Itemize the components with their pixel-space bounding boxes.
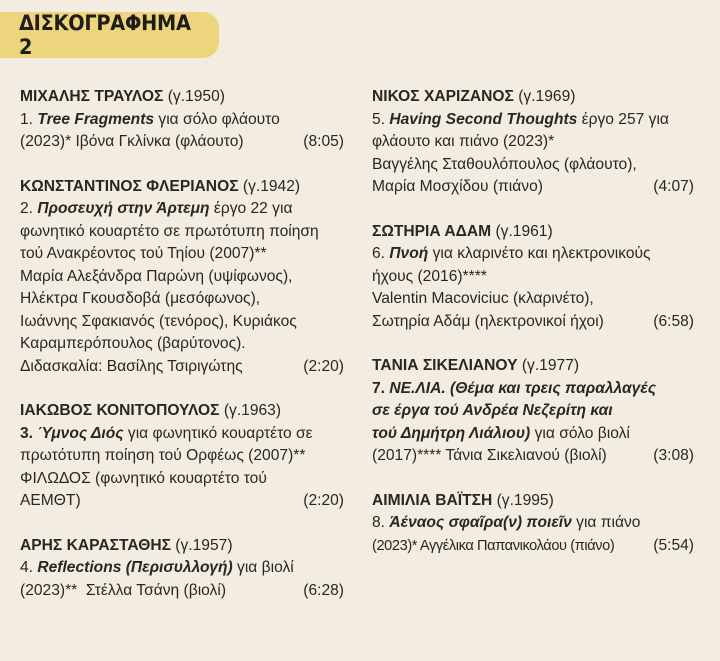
track-duration: (2:20)	[303, 492, 344, 509]
composer-name: ΣΩΤΗΡΙΑ ΑΔΑΜ	[372, 222, 492, 240]
track-title: Tree Fragments	[37, 110, 155, 128]
track-entry	[20, 535, 344, 603]
track-entry	[372, 221, 694, 334]
track-detail: Βαγγέλης Σταθουλόπουλος (φλάουτο),	[372, 155, 637, 173]
track-duration: (6:58)	[653, 312, 694, 330]
track-detail: έργο 22 για	[209, 200, 293, 217]
birth-year: (γ.1957)	[170, 536, 233, 554]
track-detail: ΦΙΛΩΔΟΣ (φωνητικό κουαρτέτο τού	[20, 469, 267, 487]
composer-name: ΝΙΚΟΣ ΧΑΡΙΖΑΝΟΣ	[372, 88, 514, 105]
composer-name: ΤΑΝΙΑ ΣΙΚΕΛΙΑΝΟΥ	[372, 357, 518, 374]
birth-year: (γ.1995)	[492, 491, 554, 509]
track-detail: Διδασκαλία: Βασίλης Τσιριγώτης	[20, 357, 243, 375]
track-detail: φωνητικό κουαρτέτο σε πρωτότυπη ποίηση	[20, 222, 319, 240]
birth-year: (γ.1950)	[163, 88, 225, 105]
track-detail: Καραμπερόπουλος (βαρύτονος).	[20, 335, 246, 352]
track-detail: για κλαρινέτο και ηλεκτρονικούς	[428, 245, 651, 262]
track-number: 2.	[20, 200, 38, 217]
birth-year: (γ.1969)	[513, 88, 576, 105]
track-detail: πρωτότυπη ποίηση τού Ορφέως (2007)**	[20, 447, 306, 464]
birth-year: (γ.1961)	[491, 222, 553, 240]
track-detail: Ηλέκτρα Γκουσδοβά (μεσόφωνος),	[20, 290, 261, 307]
section-title: ΔΙΣΚΟΓΡΑΦΗΜΑ 2	[19, 11, 191, 59]
track-number: 7.	[372, 379, 390, 397]
section-title-badge	[0, 12, 219, 58]
left-column	[20, 86, 344, 624]
track-duration: (5:54)	[653, 536, 694, 554]
track-number: 4.	[20, 559, 38, 576]
track-duration: (3:08)	[653, 447, 694, 464]
track-detail: ΑΕΜΘΤ)	[20, 492, 81, 509]
track-detail: (2023)** Στέλλα Τσάνη (βιολί)	[20, 581, 227, 599]
track-detail: έργο 257 για	[577, 110, 669, 128]
birth-year: (γ.1963)	[219, 402, 282, 419]
track-detail: για σόλο βιολί	[530, 424, 630, 442]
track-detail: (2023)* Ιβόνα Γκλίνκα (φλάουτο)	[20, 133, 244, 150]
track-title: Ύμνος Διός	[37, 424, 124, 442]
track-title: Άέναος σφαῖρα(ν) ποιεῖν	[389, 514, 572, 531]
track-detail: για πιάνο	[571, 514, 641, 531]
track-detail: ήχους (2016)****	[372, 267, 487, 285]
track-detail: Μαρία Αλεξάνδρα Παρώνη (υψίφωνος),	[20, 267, 293, 285]
track-detail: φλάουτο και πιάνο (2023)*	[372, 133, 555, 150]
track-number: 1.	[20, 110, 38, 128]
track-detail: για φωνητικό κουαρτέτο σε	[123, 424, 313, 442]
track-duration: (4:07)	[653, 178, 694, 195]
track-detail: για βιολί	[232, 559, 294, 576]
track-number: 5.	[372, 110, 390, 128]
track-detail: τού Ανακρέοντος τού Τηίου (2007)**	[20, 245, 267, 262]
track-number: 6.	[372, 245, 390, 262]
track-duration: (8:05)	[303, 133, 344, 150]
composer-name: ΙΑΚΩΒΟΣ ΚΟΝΙΤΟΠΟΥΛΟΣ	[20, 402, 220, 419]
birth-year: (γ.1977)	[517, 357, 580, 374]
birth-year: (γ.1942)	[238, 177, 301, 195]
track-detail: Ιωάννης Σφακιανός (τενόρος), Κυριάκος	[20, 312, 297, 330]
track-duration: (6:28)	[303, 581, 344, 599]
track-entry	[20, 176, 344, 379]
track-entry	[20, 86, 344, 154]
track-title: ΝΕ.ΛΙΑ. (Θέμα και τρεις παραλλαγές	[389, 379, 657, 397]
track-title: τού Δημήτρη Λιάλιου)	[372, 424, 531, 442]
track-entry	[372, 490, 694, 558]
composer-name: ΑΙΜΙΛΙΑ ΒΑΪΤΣΗ	[372, 491, 493, 509]
track-number: 3.	[20, 424, 38, 442]
track-title: Reflections (Περισυλλογή)	[37, 559, 233, 576]
composer-name: ΜΙΧΑΛΗΣ ΤΡΑΥΛΟΣ	[20, 88, 164, 105]
track-title: σε έργα τού Ανδρέα Νεζερίτη και	[372, 402, 613, 419]
track-entry	[372, 86, 694, 199]
track-entry	[372, 355, 694, 468]
track-entry	[20, 400, 344, 513]
track-detail: Σωτηρία Αδάμ (ηλεκτρονικοί ήχοι)	[372, 312, 604, 330]
track-number: 8.	[372, 514, 390, 531]
track-detail: (2023)* Αγγέλικα Παπανικολάου (πιάνο)	[372, 537, 615, 554]
track-title: Πνοή	[389, 245, 429, 262]
track-detail: για σόλο φλάουτο	[154, 110, 280, 128]
right-column	[372, 86, 694, 579]
composer-name: ΑΡΗΣ ΚΑΡΑΣΤΑΘΗΣ	[20, 536, 171, 554]
track-duration: (2:20)	[303, 357, 344, 375]
composer-name: ΚΩΝΣΤΑΝΤΙΝΟΣ ΦΛΕΡΙΑΝΟΣ	[20, 177, 239, 195]
track-title: Προσευχή στην Άρτεμη	[37, 200, 210, 217]
track-detail: Μαρία Μοσχίδου (πιάνο)	[372, 178, 543, 195]
track-detail: Valentin Macoviciuc (κλαρινέτο),	[372, 290, 594, 307]
track-title: Having Second Thoughts	[389, 110, 578, 128]
track-detail: (2017)**** Τάνια Σικελιανού (βιολί)	[372, 447, 607, 464]
